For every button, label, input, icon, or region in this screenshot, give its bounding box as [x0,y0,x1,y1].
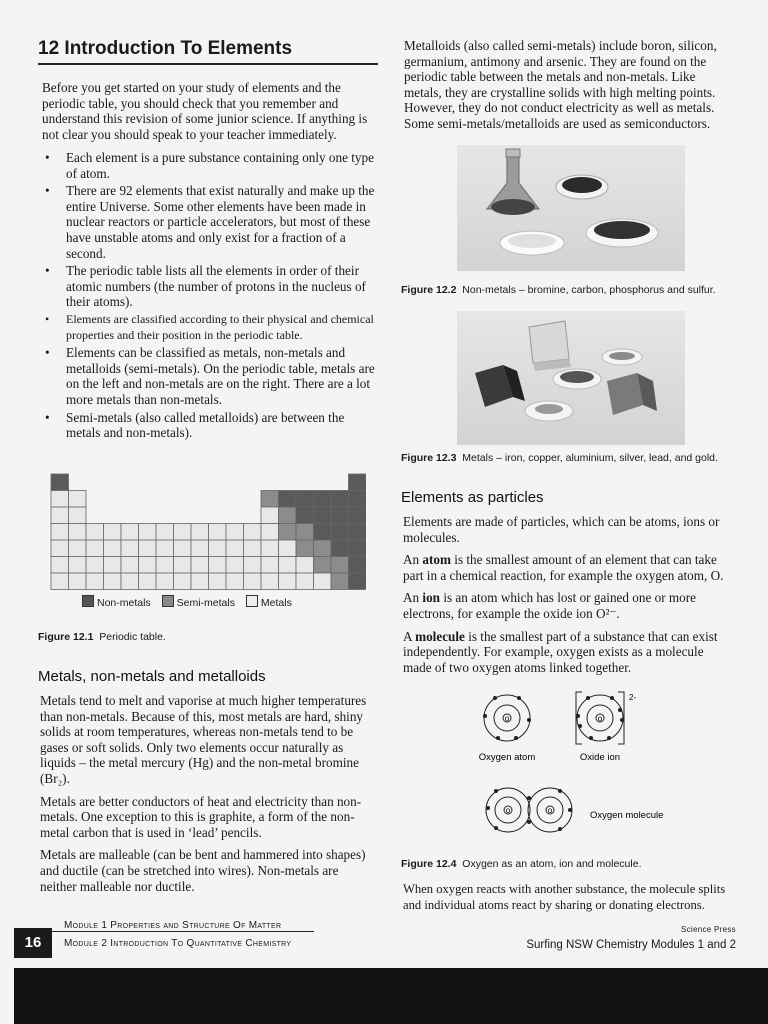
periodic-table-cell [261,540,279,557]
periodic-table-cell [121,573,139,590]
section-particles-heading [401,489,544,506]
footer-module-1 [64,920,281,931]
section-title: Metals, non-metals and metalloids [38,668,266,685]
periodic-table-cell [209,573,227,590]
periodic-table-cell [156,524,174,541]
figure-label: Figure 12.1 [38,631,94,643]
footer-publisher [681,925,736,934]
periodic-table-cell [314,524,332,541]
periodic-table-cell [349,474,367,491]
paragraph [403,552,735,583]
bullet-item: • Elements can be classified as metals, non-metals and metalloids (semi-metals). On the periodic table, metals are on the left and non-metals are on the right. There are a lot more metals than non-metals. [42,345,378,407]
metals-illustration [457,311,685,445]
periodic-table-cell [314,491,332,508]
section-metals-body [40,693,374,894]
periodic-table-cell [261,573,279,590]
nucleus-label: o [504,714,510,723]
periodic-table-cell [156,540,174,557]
periodic-table-cell [191,557,209,574]
ion-charge: 2- [629,693,637,702]
chapter-title: 12 Introduction To Elements [38,38,293,59]
periodic-table-cell [139,524,157,541]
periodic-table-cell [349,524,367,541]
non-metals-illustration [457,145,685,271]
oxide-ion-label: Oxide ion [579,752,621,763]
text: An [403,590,423,606]
periodic-table-cell [279,524,297,541]
oxygen-molecule-label: Oxygen molecule [590,810,664,821]
text: is the smallest part of a substance that can exist independently. For example, oxygen exists as a molecule made of two oxygen atoms linked together. [403,628,718,675]
periodic-table-cell [156,557,174,574]
figure-label: Figure 12.4 [401,858,457,870]
legend-metals: Metals [260,597,292,609]
periodic-table-cell [51,491,69,508]
periodic-table-cell [226,524,244,541]
paragraph [403,590,735,621]
periodic-table-cell [121,557,139,574]
section-metals-heading [38,668,266,685]
periodic-table-cell [104,557,122,574]
periodic-table-cell [331,557,349,574]
periodic-table-cell [244,573,262,590]
metalloids-text: Metalloids (also called semi-metals) include boron, silicon, germanium, antimony and arsenic. They are found on the periodic table between the metals and non-metals. Like metals, they are crystalline solids with high melting points. However, they do not conduct electricity as well as metals. Some semi-metals/metalloids are used as semiconductors. [404,38,717,131]
periodic-table-cell [209,524,227,541]
periodic-table-cell [279,491,297,508]
metalloids-paragraph [404,38,736,132]
closing-paragraph [403,882,735,913]
periodic-table-cell [296,573,314,590]
metal-swatch [246,595,258,607]
periodic-table-cell [226,573,244,590]
intro-text [42,80,376,142]
module-2-text: Module 2 Introduction To Quantitative Chemistry [64,938,292,949]
periodic-table-cell [314,557,332,574]
figure-12-2-caption [401,284,716,296]
periodic-table-cell [314,540,332,557]
periodic-table-cell [69,524,87,541]
periodic-table-cell [174,573,192,590]
periodic-table-cell [349,507,367,524]
periodic-table-cell [331,540,349,557]
legend-semimetals: Semi-metals [176,597,235,609]
bullet-item: • Each element is a pure substance containing only one type of atom. [42,150,378,181]
paragraph: Metals tend to melt and vaporise at much higher temperatures than non-metals. Because of this, most metals are hard, shiny solids at room temperatures, whereas non-metals tend to be gases or soft solids. Only two elements occur naturally as liquids – the metal mercury (Hg) and the non-metal bromine (Br₂). [40,693,367,786]
periodic-table-cell [244,524,262,541]
periodic-table-cell [279,540,297,557]
term-atom: atom [422,552,451,568]
oxygen-diagram-svg [460,686,720,846]
bullet-item: • The periodic table lists all the elements in order of their atomic numbers (the number of protons in the nucleus of their atoms). [42,263,378,310]
footer-book-title [526,939,736,951]
text: A [403,628,416,644]
section-particles-body [403,514,735,675]
footer-module-2 [64,938,291,949]
bullet-list [42,150,378,443]
periodic-table-cell [51,524,69,541]
periodic-table-cell [86,573,104,590]
oxygen-molecule-drawing [486,788,572,832]
periodic-table-cell [174,540,192,557]
periodic-table-cell [104,573,122,590]
periodic-table-cell [226,557,244,574]
periodic-table-cell [86,524,104,541]
figure-label: Figure 12.2 [401,284,457,296]
term-molecule: molecule [415,628,465,644]
bottom-scan-band [14,968,768,1024]
periodic-table-cell [191,524,209,541]
paragraph: Metals are better conductors of heat and electricity than non-metals. One exception to this is graphite, a form of the non-metal carbon that is used in ‘lead’ pencils. [40,793,362,840]
intro-paragraph: Before you get started on your study of elements and the periodic table, you should check that you remember and understand this revision of some junior science. If anything is not clear you should speak to your teacher immediately. [42,80,368,142]
footer-rule [52,931,314,932]
nucleus-label: o [597,714,603,723]
periodic-table-cell [156,573,174,590]
periodic-table-cell [244,540,262,557]
periodic-table-cell [349,573,367,590]
periodic-table-cell [69,573,87,590]
periodic-table-cell [51,507,69,524]
periodic-table-cell [261,524,279,541]
semimetal-swatch [162,595,174,607]
paragraph: Metals are malleable (can be bent and hammered into shapes) and ductile (can be stretched into wires). Non-metals are neither malleable nor ductile. [40,847,366,894]
nucleus-label: o [547,806,553,815]
periodic-table-cell [174,557,192,574]
periodic-table-cell [86,540,104,557]
periodic-table-cell [279,557,297,574]
periodic-table-cell [51,540,69,557]
periodic-table-cell [209,540,227,557]
periodic-table-cell [261,491,279,508]
periodic-table-cell [209,557,227,574]
page-number-tab [14,928,52,958]
figure-12-1-caption [38,631,166,643]
figure-12-3-caption [401,452,718,464]
paragraph: Elements are made of particles, which can be atoms, ions or molecules. [403,514,720,545]
periodic-table-cell [69,491,87,508]
periodic-table-cell [69,507,87,524]
metals-photo [457,311,685,445]
figure-text: Non-metals – bromine, carbon, phosphorus and sulfur. [462,284,716,296]
periodic-table-cell [51,474,69,491]
bullet-item: • Elements are classified according to their physical and chemical properties and their position in the periodic table. [42,312,378,343]
periodic-table-cell [121,524,139,541]
periodic-table-cell [279,507,297,524]
figure-text: Periodic table. [99,631,166,643]
periodic-table-cell [244,557,262,574]
periodic-table-cell [296,491,314,508]
closing-text: When oxygen reacts with another substance, the molecule splits and individual atoms react by sharing or donating electrons. [403,882,726,912]
figure-text: Oxygen as an atom, ion and molecule. [462,858,642,870]
oxygen-atom-label: Oxygen atom [478,752,536,763]
periodic-table-cell [51,557,69,574]
periodic-table-cell [349,540,367,557]
periodic-table-cell [331,491,349,508]
periodic-table-cell [331,507,349,524]
nucleus-label: o [505,806,511,815]
nonmetal-swatch [82,595,94,607]
periodic-table-cell [121,540,139,557]
text: is the smallest amount of an element that can take part in a chemical reaction, for example the oxygen atom, O. [403,552,724,583]
periodic-table-cell [191,540,209,557]
periodic-table-cell [174,524,192,541]
periodic-table-cell [191,573,209,590]
periodic-table-cell [104,524,122,541]
periodic-table-cell [349,557,367,574]
figure-label: Figure 12.3 [401,452,457,464]
bullet-item: • Semi-metals (also called metalloids) are between the metals and non-metals). [42,410,378,441]
periodic-table-cell [261,507,279,524]
periodic-table-cell [51,573,69,590]
periodic-table-cell [69,557,87,574]
text: is an atom which has lost or gained one or more electrons, for example the oxide ion O²⁻. [403,590,697,621]
page-number: 16 [24,934,42,951]
term-ion: ion [422,590,441,606]
figure-12-4-caption [401,858,641,870]
periodic-table-cell [139,557,157,574]
periodic-table-cell [331,573,349,590]
periodic-table-legend [82,595,382,609]
periodic-table-cell [331,524,349,541]
publisher-text: Science Press [680,925,736,934]
legend-nonmetals: Non-metals [97,597,151,609]
periodic-table-cell [296,540,314,557]
periodic-table-cell [296,507,314,524]
periodic-table-cell [296,524,314,541]
non-metals-photo [457,145,685,271]
periodic-table-figure [50,473,366,591]
chapter-heading [38,38,378,65]
periodic-table-cell [104,540,122,557]
periodic-table-grid [50,473,366,591]
periodic-table-cell [139,573,157,590]
periodic-table-cell [261,557,279,574]
section-title: Elements as particles [401,489,544,506]
module-1-text: Module 1 Properties and Structure Of Matter [64,920,282,931]
periodic-table-cell [314,573,332,590]
text: An [403,552,423,568]
bullet-item: • There are 92 elements that exist naturally and make up the entire Universe. Some other elements have been made in nuclear reactors or particle accelerators, but most of these have unstable atoms and only exist for a fraction of a second. [42,183,378,261]
periodic-table-cell [314,507,332,524]
periodic-table-cell [69,540,87,557]
periodic-table-cell [349,491,367,508]
periodic-table-cell [86,557,104,574]
oxygen-diagram [460,686,720,846]
book-title-text: Surfing NSW Chemistry Modules 1 and 2 [526,939,736,951]
figure-text: Metals – iron, copper, aluminium, silver, lead, and gold. [462,452,718,464]
periodic-table-cell [226,540,244,557]
paragraph [403,629,735,676]
periodic-table-cell [296,557,314,574]
periodic-table-cell [139,540,157,557]
periodic-table-cell [279,573,297,590]
